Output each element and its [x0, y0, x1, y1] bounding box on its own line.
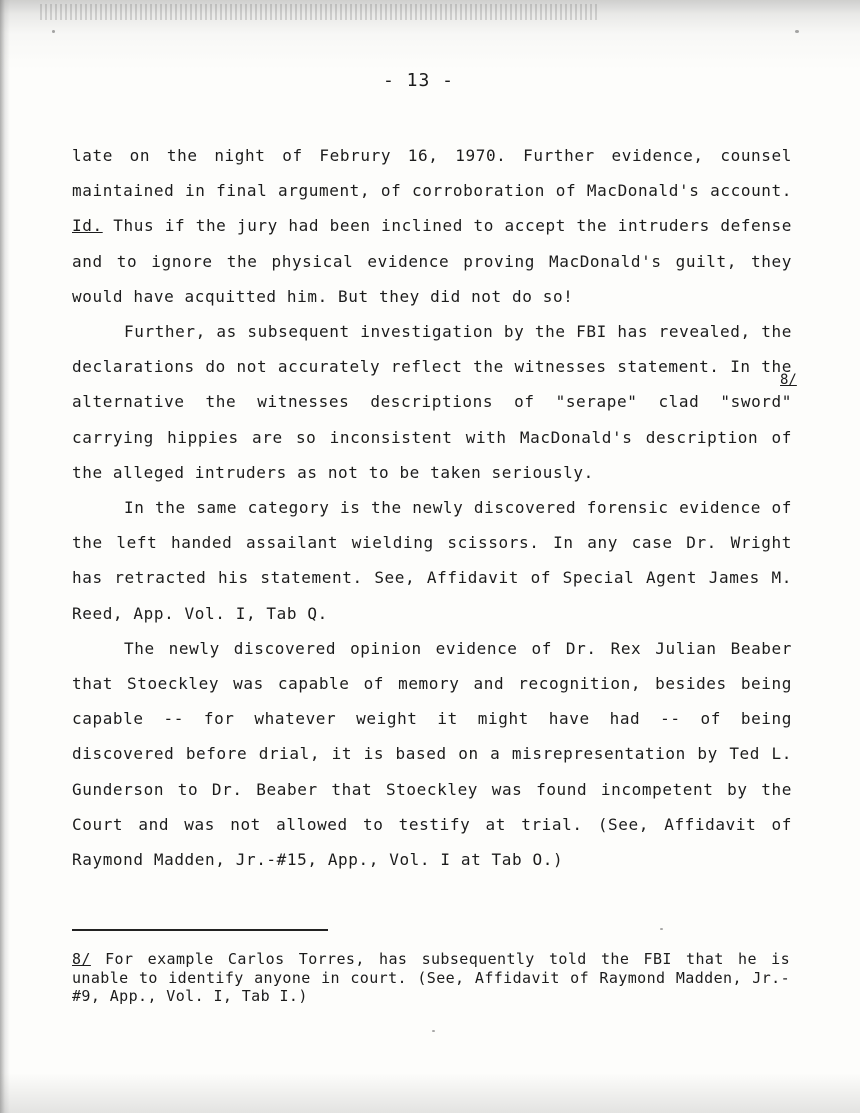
- paragraph-1: [72, 138, 792, 314]
- body-text: [72, 138, 792, 877]
- page-number: - 13 -: [383, 70, 455, 91]
- paragraph-1-text: late on the night of Februry 16, 1970. Further evidence, counsel maintained in final argument, of corroboration of MacDonald's account.: [72, 146, 792, 201]
- footnote: [72, 950, 790, 1006]
- scan-speck: [432, 1030, 435, 1032]
- paragraph-3: In the same category is the newly discovered forensic evidence of the left handed assailant wielding scissors. In any case Dr. Wright has retracted his statement. See, Affidavit of Special Agent James M. Reed, App. Vol. I, Tab Q.: [72, 498, 792, 623]
- footnote-text: For example Carlos Torres, has subsequently told the FBI that he is unable to identify anyone in court. (See, Affidavit of Raymond Madden, Jr.-#9, App., Vol. I, Tab I.): [72, 950, 790, 1005]
- paragraph-2-text: Further, as subsequent investigation by the FBI has revealed, the declarations do not accurately reflect the witnesses statement.: [72, 322, 792, 377]
- id-citation: Id.: [72, 216, 103, 236]
- footnote-marker: 8/: [72, 950, 91, 968]
- scan-shadow-left: [0, 0, 10, 1113]
- scan-speck: [795, 30, 799, 33]
- footnote-reference: 8/: [780, 372, 797, 388]
- paragraph-2: [72, 314, 792, 490]
- paragraph-2-continued: In the alternative the witnesses descriptions of "serape" clad "sword" carrying hippies are so inconsistent with MacDonald's description of the alleged intruders as not to be taken seriously.: [72, 357, 792, 482]
- paragraph-4: The newly discovered opinion evidence of Dr. Rex Julian Beaber that Stoeckley was capable of memory and recognition, besides being capable -- for whatever weight it might have had -- of being discovered before drial, it is based on a misrepresentation by Ted L. Gunderson to Dr. Beaber that Stoeckley was found incompetent by the Court and was not allowed to testify at trial. (See, Affidavit of Raymond Madden, Jr.-#15, App., Vol. I at Tab O.): [72, 638, 792, 870]
- scan-speck: [52, 30, 55, 33]
- scan-shadow-bottom: [0, 1073, 860, 1113]
- footnote-divider: [72, 929, 328, 931]
- scan-noise-band: [40, 4, 600, 20]
- scan-speck: [660, 928, 663, 930]
- paragraph-1-continued: Thus if the jury had been inclined to accept the intruders defense and to ignore the physical evidence proving MacDonald's guilt, they would have acquitted him. But they did not do so!: [72, 216, 792, 306]
